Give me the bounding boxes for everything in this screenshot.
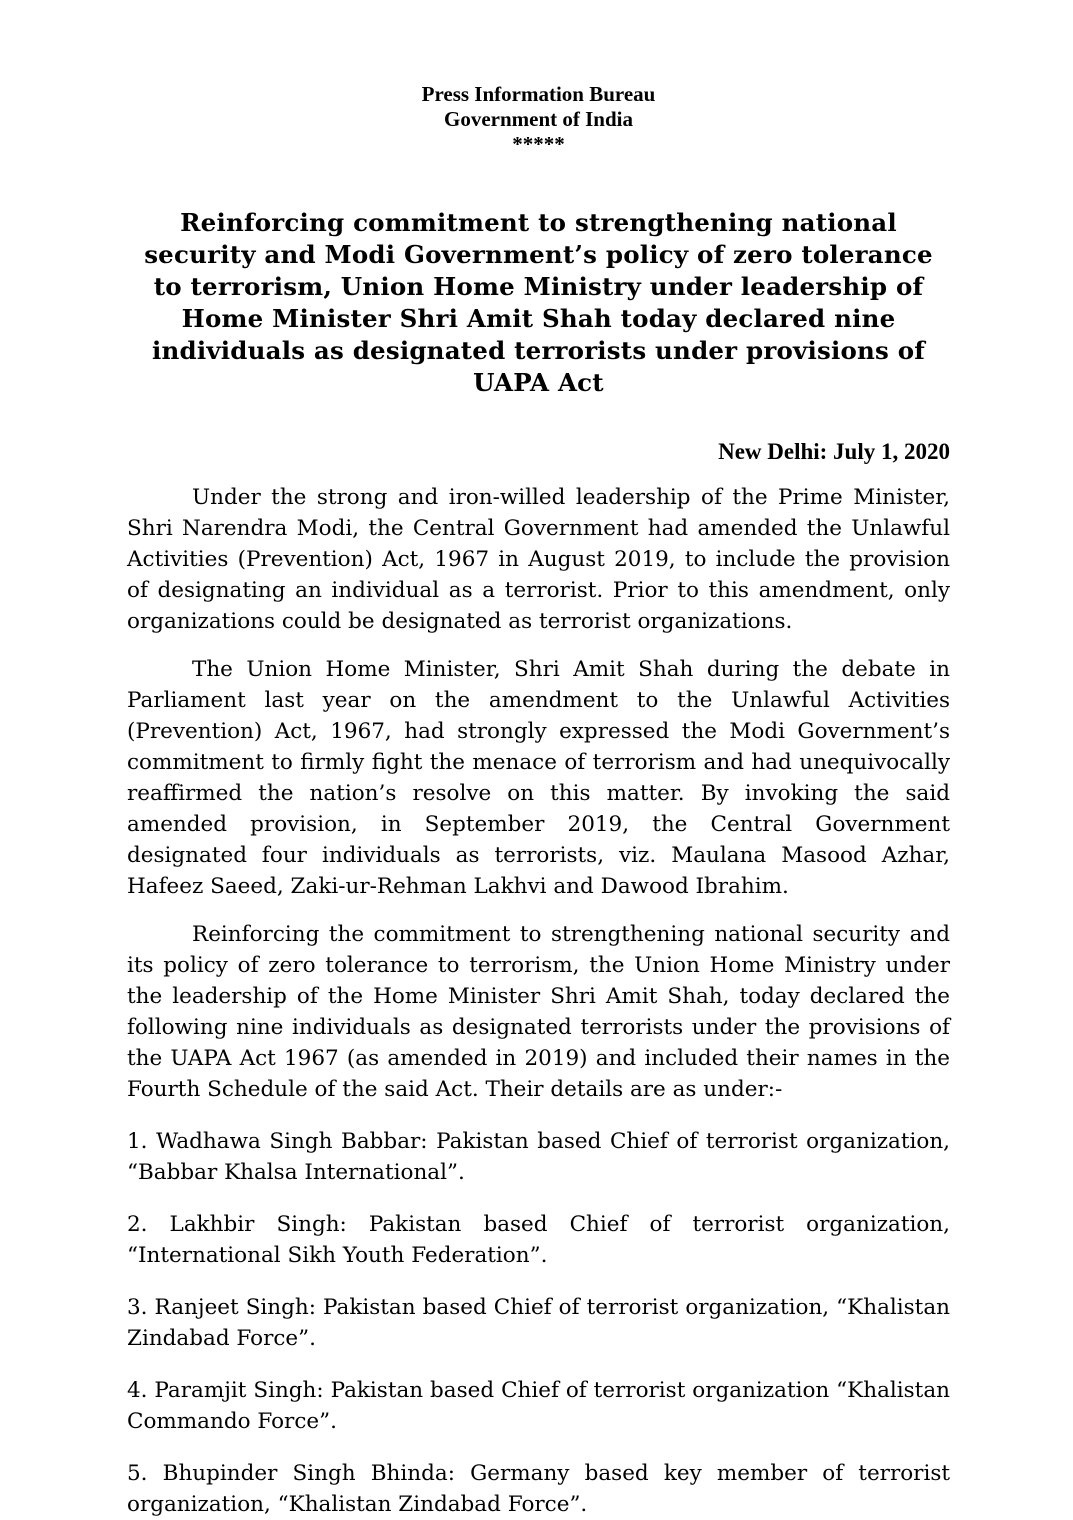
paragraph-2: The Union Home Minister, Shri Amit Shah during the debate in Parliament last year on the amendment to the Unlawful Activities (Prevention) Act, 1967, had strongly expressed the Modi Government’s commitment to firmly fight the menace of terrorism and had unequivocally reaffirmed the nation’s resolve on this matter. By invoking the said amended provision, in September 2019, the Central Government designated four individuals as terrorists, viz. Maulana Masood Azhar, Hafeez Saeed, Zaki-ur-Rehman Lakhvi and Dawood Ibrahim. (127, 657, 950, 899)
dateline: New Delhi: July 1, 2020 (718, 439, 950, 464)
list-item-5: 5. Bhupinder Singh Bhinda: Germany based key member of terrorist organization, “Khalistan Zindabad Force”. (127, 1461, 950, 1517)
list-item-2: 2. Lakhbir Singh: Pakistan based Chief of terrorist organization, “International Sikh Youth Federation”. (127, 1212, 950, 1268)
paragraph-3: Reinforcing the commitment to strengthening national security and its policy of zero tolerance to terrorism, the Union Home Ministry under the leadership of the Home Minister Shri Amit Shah, today declared the following nine individuals as designated terrorists under the provisions of the UAPA Act 1967 (as amended in 2019) and included their names in the Fourth Schedule of the said Act. Their details are as under:- (127, 922, 950, 1102)
document-title: Reinforcing commitment to strengthening national security and Modi Government’s policy of zero tolerance to terrorism, Union Home Ministry under leadership of Home Minister Shri Amit Shah today declared nine individuals as designated terrorists under provisions of UAPA Act (144, 208, 933, 397)
list-item-4: 4. Paramjit Singh: Pakistan based Chief of terrorist organization “Khalistan Commando Force”. (127, 1378, 950, 1434)
document-body (127, 482, 950, 1520)
paragraph-1: Under the strong and iron-willed leadership of the Prime Minister, Shri Narendra Modi, the Central Government had amended the Unlawful Activities (Prevention) Act, 1967 in August 2019, to include the provision of designating an individual as a terrorist. Prior to this amendment, only organizations could be designated as terrorist organizations. (127, 485, 950, 634)
separator-stars: ***** (512, 132, 565, 156)
list-item-3: 3. Ranjeet Singh: Pakistan based Chief of terrorist organization, “Khalistan Zindabad Force”. (127, 1295, 950, 1351)
press-bureau-line: Press Information Bureau (421, 82, 656, 106)
government-line: Government of India (444, 107, 633, 131)
list-item-1: 1. Wadhawa Singh Babbar: Pakistan based Chief of terrorist organization, “Babbar Khalsa International”. (127, 1129, 950, 1185)
document-header (127, 82, 950, 157)
